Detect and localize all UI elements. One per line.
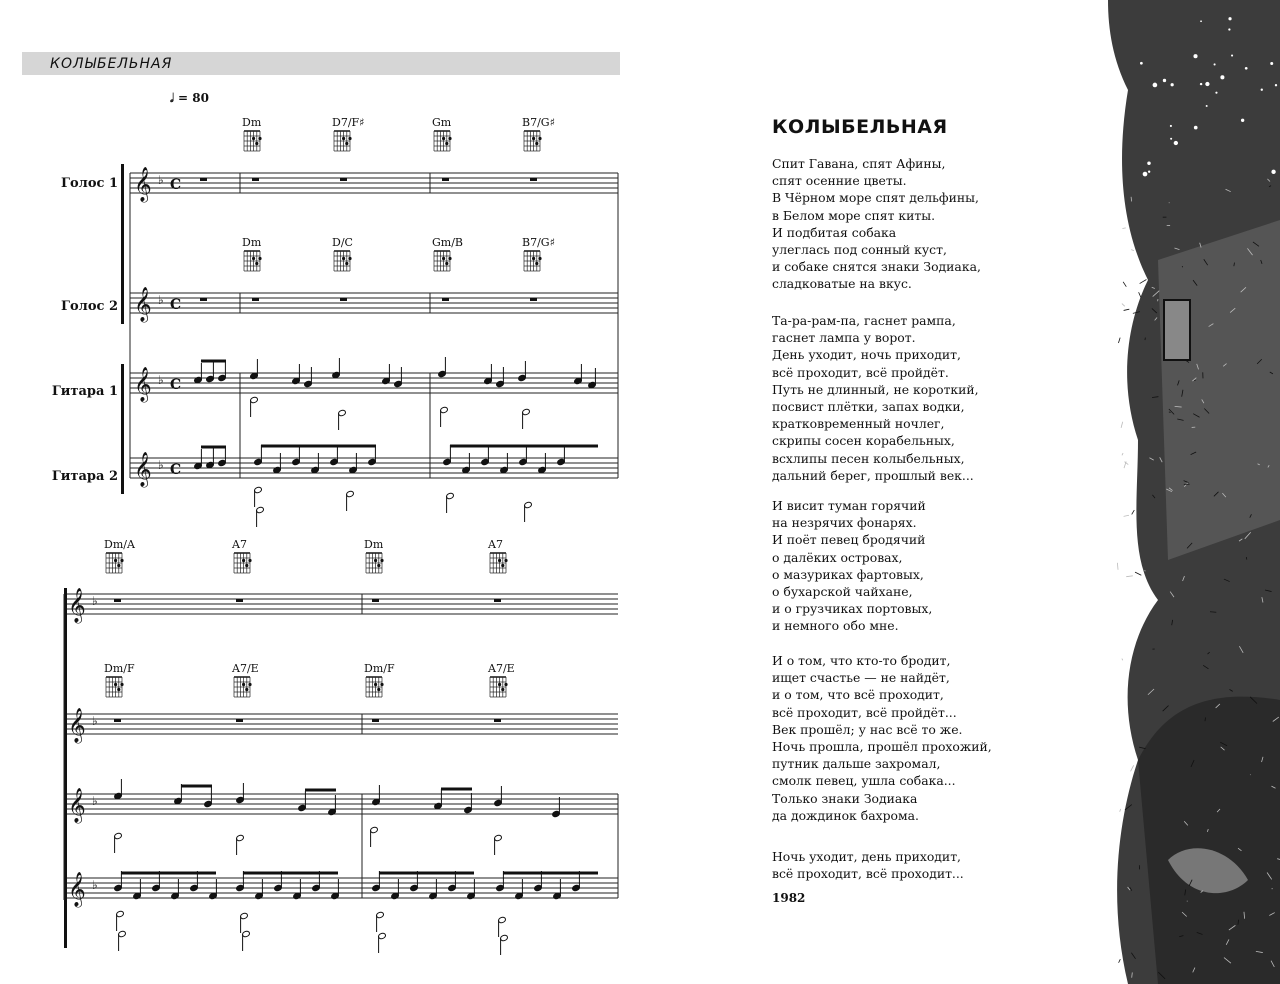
star-icon [1271,170,1275,174]
chord-dot [248,683,251,686]
star-icon [1148,171,1150,173]
star-icon [1241,119,1244,122]
chord-dot [252,257,255,260]
poem-line: улеглась под сонный куст, [772,241,947,257]
poem-line: посвист плётки, запах водки, [772,398,965,414]
ink-hatch-stroke [1132,510,1135,514]
poem-line: о мазуриках фартовых, [772,566,924,582]
star-icon [1194,126,1198,130]
time-signature: C [170,177,182,193]
poem-line: всё проходит, всё пройдёт... [772,704,957,720]
chord-name: Dm [242,236,262,249]
chord-dot [442,257,445,260]
note-beam [261,445,376,448]
poem-line: Путь не длинный, не короткий, [772,381,979,397]
bracket-voices [121,164,124,324]
rest [372,599,379,602]
star-icon [1231,54,1233,56]
part-label: Гитара 2 [51,469,118,484]
chord-name: B7/G♯ [522,236,555,249]
poem-line: и собаке снятся знаки Зодиака, [772,259,981,275]
ink-hatch-stroke [1123,282,1126,287]
rest [200,298,207,301]
part-label: Голос 1 [61,176,118,191]
chord-dot [117,688,120,691]
ink-hatch-stroke [1119,959,1121,963]
treble-clef: 𝄞 [134,452,152,487]
chord-name: Dm/F [104,662,135,675]
poem-line: о далёких островах, [772,549,903,565]
ink-hatch-stroke [1122,228,1125,229]
lantern-icon [1164,300,1190,360]
chord-name: Dm [364,538,384,551]
part-label: Голос 2 [61,299,118,314]
chord-dot [445,262,448,265]
chord-dot [114,683,117,686]
poem-line: сладковатые на вкус. [772,276,912,292]
note-beam [503,872,598,875]
poem-stanza [772,312,979,484]
chord-name: A7 [232,538,247,551]
chord-dot [448,137,451,140]
chord-dot [252,137,255,140]
chord-diagram [366,677,384,697]
chord-dot [442,137,445,140]
chord-dot [255,142,258,145]
star-icon [1245,67,1248,70]
chord-dot [504,683,507,686]
star-icon [1193,54,1197,58]
key-signature-flat: ♭ [92,714,98,728]
chord-dot [242,683,245,686]
rest [372,719,379,722]
chord-dot [345,262,348,265]
ink-hatch-stroke [1135,572,1141,575]
note-beam [243,872,338,875]
chord-dot [535,142,538,145]
ink-hatch-stroke [1140,279,1147,283]
chord-dot [348,257,351,260]
treble-clef: 𝄞 [68,788,86,823]
key-signature-flat: ♭ [92,594,98,608]
ink-hatch-stroke [1124,515,1129,516]
chord-dot [248,559,251,562]
chord-dot [532,137,535,140]
poem-line: В Чёрном море спят дельфины, [772,190,979,206]
rest [252,298,259,301]
star-icon [1147,161,1150,164]
treble-clef: 𝄞 [68,588,86,623]
house-wall-shape [1158,220,1280,560]
ink-illustration [1098,0,1280,984]
rest [494,599,501,602]
star-icon [1170,125,1172,127]
key-signature-flat: ♭ [92,794,98,808]
poem-stanza [772,155,981,293]
chord-dot [504,559,507,562]
poem-line: дальний берег, прошлый век... [772,467,974,483]
treble-clef: 𝄞 [68,708,86,743]
staff-system2-2 [64,714,618,734]
chord-name: D/C [332,236,353,249]
chord-diagram [244,131,262,151]
chord-diagram [106,553,124,573]
poem-line: скрипы сосен корабельных, [772,433,955,449]
ink-hatch-stroke [1124,309,1130,310]
poem-line: и о грузчиках портовых, [772,601,933,617]
staff-system2-3 [64,794,618,814]
poem-line: и о том, что всё проходит, [772,687,944,703]
chord-diagram [524,131,542,151]
chord-name: Gm/B [432,236,464,249]
rest [114,599,121,602]
chord-dot [258,137,261,140]
poem-line: Та-ра-рам-па, гаснет рампа, [772,313,956,328]
rest [442,298,449,301]
star-icon [1206,105,1208,107]
star-icon [1275,84,1277,86]
chord-diagram [434,131,452,151]
chord-diagram [524,251,542,271]
key-signature-flat: ♭ [158,173,164,187]
star-icon [1140,62,1143,65]
treble-clef: 𝄞 [134,287,152,322]
ink-hatch-stroke [1131,765,1134,771]
poem-line: в Белом море спят киты. [772,207,936,223]
ink-hatch-stroke [1121,422,1123,428]
star-icon [1228,28,1230,30]
note-beam [450,445,598,448]
poem-line: И подбитая собака [772,224,897,240]
ink-hatch-stroke [1210,612,1216,613]
note-beam [379,872,474,875]
star-icon [1228,17,1231,20]
chord-name: Dm/A [104,538,135,551]
rest [114,719,121,722]
poem-stanza [772,848,964,882]
poem-line: И поёт певец бродячий [772,532,926,548]
ink-hatch-stroke [1122,659,1123,661]
chord-name: B7/G♯ [522,116,555,129]
poem-line: И висит туман горячий [772,498,926,513]
time-signature: C [170,297,182,313]
rest [236,719,243,722]
star-icon [1170,138,1172,140]
chord-diagram [366,553,384,573]
chord-dot [342,257,345,260]
rest [200,178,207,181]
treble-clef: 𝄞 [134,367,152,402]
part-label: Гитара 1 [51,384,118,399]
poem-line: кратковременный ночлег, [772,416,945,432]
staff-1 [130,173,618,193]
chord-dot [255,262,258,265]
poem-line: гаснет лампа у ворот. [772,330,916,346]
chord-dot [377,688,380,691]
staff-3 [130,373,618,393]
chord-dot [498,683,501,686]
chord-name: A7 [488,538,503,551]
chord-dot [377,564,380,567]
chord-name: A7/E [232,662,259,675]
note-beam [121,872,216,875]
star-icon [1200,83,1202,85]
chord-diagram [244,251,262,271]
treble-clef: 𝄞 [134,167,152,202]
chord-dot [380,559,383,562]
chord-name: Gm [432,116,452,129]
note-beam [305,789,336,792]
ink-hatch-stroke [1122,304,1125,307]
star-icon [1220,75,1224,79]
chord-dot [374,683,377,686]
star-icon [1153,83,1158,88]
chord-diagram [334,131,352,151]
ink-hatch-stroke [1131,197,1132,202]
foreground-shrubs-shape [1138,697,1280,984]
time-signature: C [170,377,182,393]
note-beam [201,446,226,449]
star-icon [1171,83,1174,86]
poem-line: всё проходит, всё пройдёт. [772,364,949,380]
poem-line: День уходит, ночь приходит, [772,347,961,363]
ink-hatch-stroke [1118,338,1120,343]
chord-dot [501,564,504,567]
staff-2 [130,293,618,313]
poem-line: Спит Гавана, спят Афины, [772,156,946,171]
poem-line: Только знаки Зодиака [772,790,918,806]
ink-hatch-stroke [1120,809,1121,812]
chord-diagram [106,677,124,697]
chord-diagram [234,677,252,697]
chord-dot [348,137,351,140]
chord-diagram [434,251,452,271]
ink-hatch-stroke [1117,563,1118,570]
chord-name: Dm/F [364,662,395,675]
chord-dot [535,262,538,265]
chord-dot [117,564,120,567]
key-signature-flat: ♭ [92,878,98,892]
chord-diagram [234,553,252,573]
chord-name: D7/F♯ [332,116,365,129]
rest [494,719,501,722]
rest [252,178,259,181]
chord-diagram [490,677,508,697]
note-beam [201,360,226,363]
poem-line: Ночь уходит, день приходит, [772,849,961,864]
poem-stanza [772,652,992,824]
star-icon [1270,62,1273,65]
chord-dot [501,688,504,691]
poem-line: всхлипы песен колыбельных, [772,450,965,466]
star-icon [1205,82,1209,86]
poem-line: Век прошёл; у нас всё то же. [772,721,963,737]
staff-system2-1 [64,594,618,614]
chord-diagram [334,251,352,271]
poem-line: спят осенние цветы. [772,173,907,189]
poem-line: И о том, что кто-то бродит, [772,653,951,668]
star-icon [1143,172,1148,177]
chord-dot [120,683,123,686]
poem-page [760,0,1090,984]
chord-dot [498,559,501,562]
chord-dot [342,137,345,140]
poem-line: о бухарской чайхане, [772,583,913,599]
poem-year: 1982 [772,891,806,905]
star-icon [1163,79,1166,82]
star-icon [1261,89,1263,91]
poem-line: ищет счастье — не найдёт, [772,670,950,686]
ink-hatch-stroke [1139,292,1141,297]
chord-dot [448,257,451,260]
star-icon [1200,20,1202,22]
chord-dot [345,142,348,145]
rest [340,298,347,301]
chord-dot [538,257,541,260]
poem-line: смолк певец, ушла собака... [772,773,956,789]
chord-dot [242,559,245,562]
key-signature-flat: ♭ [158,293,164,307]
chord-dot [258,257,261,260]
chord-dot [538,137,541,140]
chord-name: A7/E [488,662,515,675]
rest [340,178,347,181]
tempo-marking: 𝅗𝅥 = 80 [170,91,209,105]
poem-line: на незрячих фонарях. [772,515,917,531]
ink-hatch-stroke [1131,250,1134,251]
poem-line: да дождинок бахрома. [772,807,919,823]
note-beam [181,785,212,788]
rest [236,599,243,602]
chord-dot [114,559,117,562]
poem-stanza [772,497,932,635]
star-icon [1215,92,1217,94]
ink-hatch-stroke [1122,453,1123,455]
chord-name: Dm [242,116,262,129]
chord-dot [245,564,248,567]
poem-title: КОЛЫБЕЛЬНАЯ [772,116,948,138]
page-header-title: КОЛЫБЕЛЬНАЯ [50,56,173,72]
star-icon [1214,63,1216,65]
chord-dot [445,142,448,145]
rest [442,178,449,181]
key-signature-flat: ♭ [158,373,164,387]
time-signature: C [170,462,182,478]
poem-line: Ночь прошла, прошёл прохожий, [772,738,992,754]
poem-line: всё проходит, всё проходит... [772,866,964,882]
key-signature-flat: ♭ [158,458,164,472]
treble-clef: 𝄞 [68,872,86,907]
bracket-guitars [121,364,124,494]
chord-diagram [490,553,508,573]
chord-dot [120,559,123,562]
chord-dot [245,688,248,691]
rest [530,178,537,181]
ink-hatch-stroke [1126,576,1133,577]
poem-line: путник дальше захромал, [772,756,941,772]
chord-dot [532,257,535,260]
chord-dot [380,683,383,686]
rest [530,298,537,301]
note-beam [441,788,472,791]
poem-line: и немного обо мне. [772,618,899,634]
chord-dot [374,559,377,562]
star-icon [1174,141,1178,145]
